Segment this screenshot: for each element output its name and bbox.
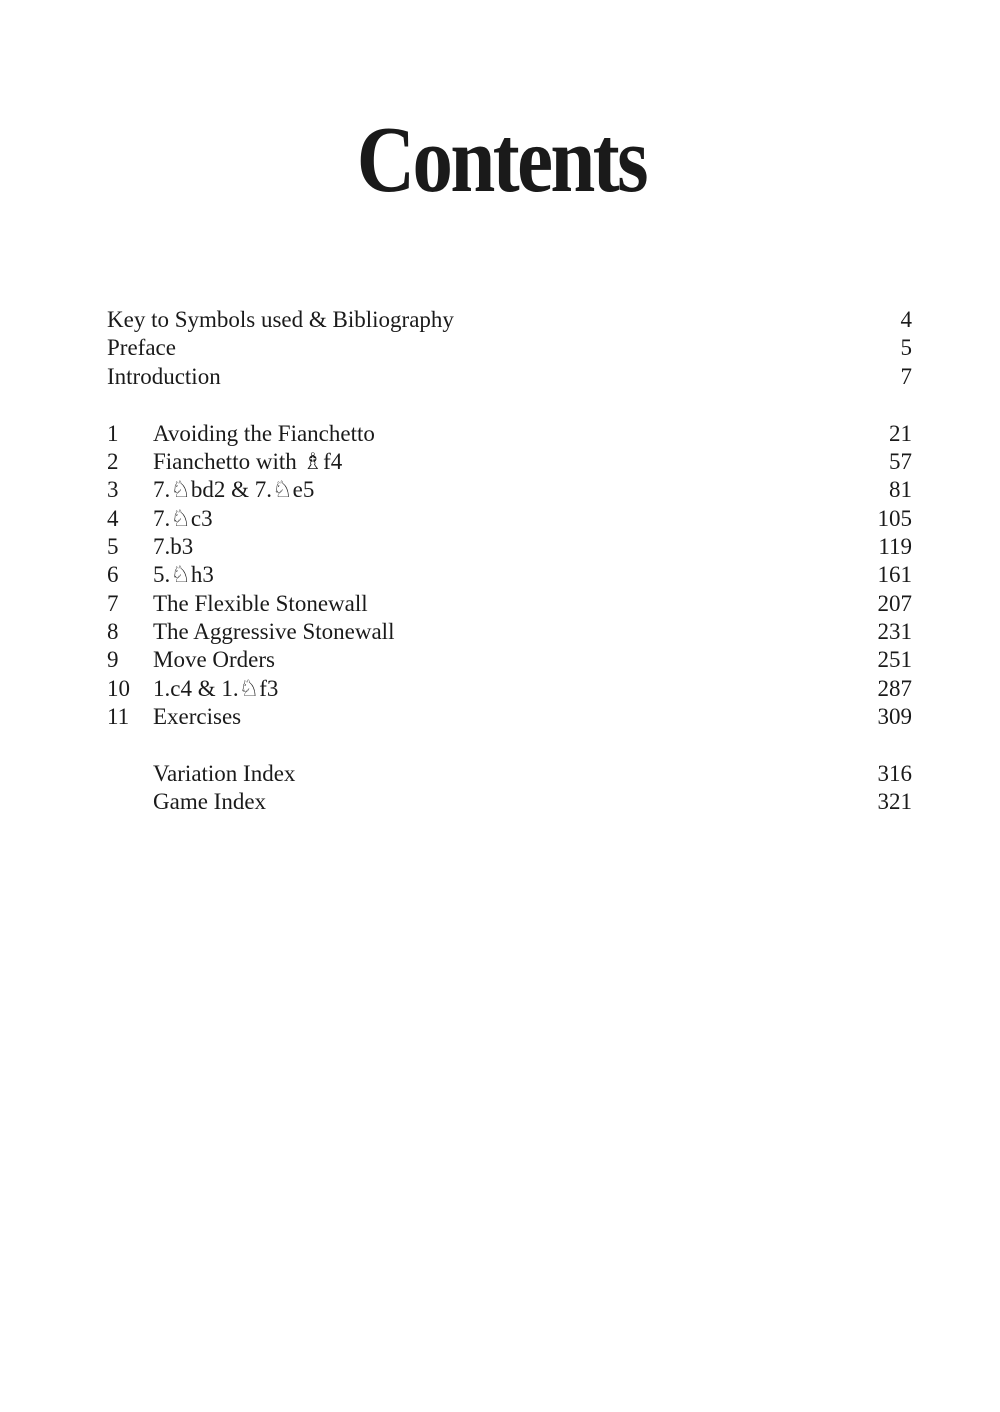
toc-chapter-11 <box>107 703 912 731</box>
chapter-page: 81 <box>889 477 912 503</box>
chapter-page: 119 <box>878 534 912 560</box>
chapter-page: 287 <box>877 675 912 701</box>
table-of-contents <box>107 306 912 817</box>
toc-entry-page: 4 <box>900 307 912 332</box>
chapter-page: 207 <box>877 590 912 616</box>
toc-entry-title: Game Index <box>153 789 267 815</box>
chapter-title: Fianchetto with ♗f4 <box>153 449 343 475</box>
chapter-number: 2 <box>107 449 119 475</box>
chapter-title: The Flexible Stonewall <box>153 590 368 616</box>
chapter-title: 5.♘h3 <box>153 562 214 588</box>
toc-entry-page: 316 <box>877 761 912 787</box>
chapter-number: 7 <box>107 590 119 616</box>
toc-chapter-2 <box>107 448 912 476</box>
chapter-page: 21 <box>889 420 912 446</box>
toc-chapter-5 <box>107 533 912 561</box>
toc-entry-page: 7 <box>900 363 912 389</box>
chapter-number-blank <box>107 760 153 788</box>
toc-chapter-9 <box>107 646 912 674</box>
toc-entry-title: Preface <box>107 335 176 361</box>
chapter-number: 9 <box>107 647 119 673</box>
toc-chapter-10 <box>107 675 912 703</box>
chapter-page: 231 <box>877 618 912 644</box>
chapter-page: 105 <box>877 505 912 531</box>
toc-chapter-3 <box>107 476 912 504</box>
chapter-title: Move Orders <box>153 647 275 673</box>
toc-entry-title: Variation Index <box>153 761 296 787</box>
chapter-number-blank <box>107 788 153 816</box>
toc-entry-game-index <box>107 788 912 816</box>
toc-entry-key-to-symbols <box>107 306 912 334</box>
toc-chapter-6 <box>107 561 912 589</box>
toc-chapter-8 <box>107 618 912 646</box>
page-title: Contents <box>356 108 647 212</box>
chapter-number: 6 <box>107 562 119 588</box>
chapter-number: 10 <box>107 675 130 701</box>
toc-entry-page: 5 <box>900 335 912 361</box>
toc-entry-preface <box>107 334 912 362</box>
chapter-number: 11 <box>107 703 130 729</box>
chapter-number: 5 <box>107 534 119 560</box>
chapter-title: 7.b3 <box>153 534 194 560</box>
chapter-title: 1.c4 & 1.♘f3 <box>153 675 279 701</box>
chapter-number: 8 <box>107 618 119 644</box>
toc-entry-variation-index <box>107 760 912 788</box>
toc-chapter-1 <box>107 420 912 448</box>
chapter-title: The Aggressive Stonewall <box>153 618 395 644</box>
chapter-title: Avoiding the Fianchetto <box>153 420 375 446</box>
chapter-number: 4 <box>107 505 119 531</box>
chapter-number: 1 <box>107 420 119 446</box>
chapter-page: 161 <box>877 562 912 588</box>
chapter-page: 309 <box>877 703 912 729</box>
section-spacer <box>107 731 912 760</box>
toc-entry-page: 321 <box>877 789 912 815</box>
toc-chapter-7 <box>107 590 912 618</box>
section-spacer <box>107 391 912 420</box>
chapter-number: 3 <box>107 477 119 503</box>
chapter-title: 7.♘bd2 & 7.♘e5 <box>153 477 315 503</box>
toc-entry-title: Introduction <box>107 363 221 389</box>
toc-chapter-4 <box>107 505 912 533</box>
toc-entry-introduction <box>107 363 912 391</box>
chapter-page: 251 <box>877 647 912 673</box>
chapter-page: 57 <box>889 449 912 475</box>
chapter-title: Exercises <box>153 703 242 729</box>
chapter-title: 7.♘c3 <box>153 505 213 531</box>
toc-entry-title: Key to Symbols used & Bibliography <box>107 307 454 332</box>
